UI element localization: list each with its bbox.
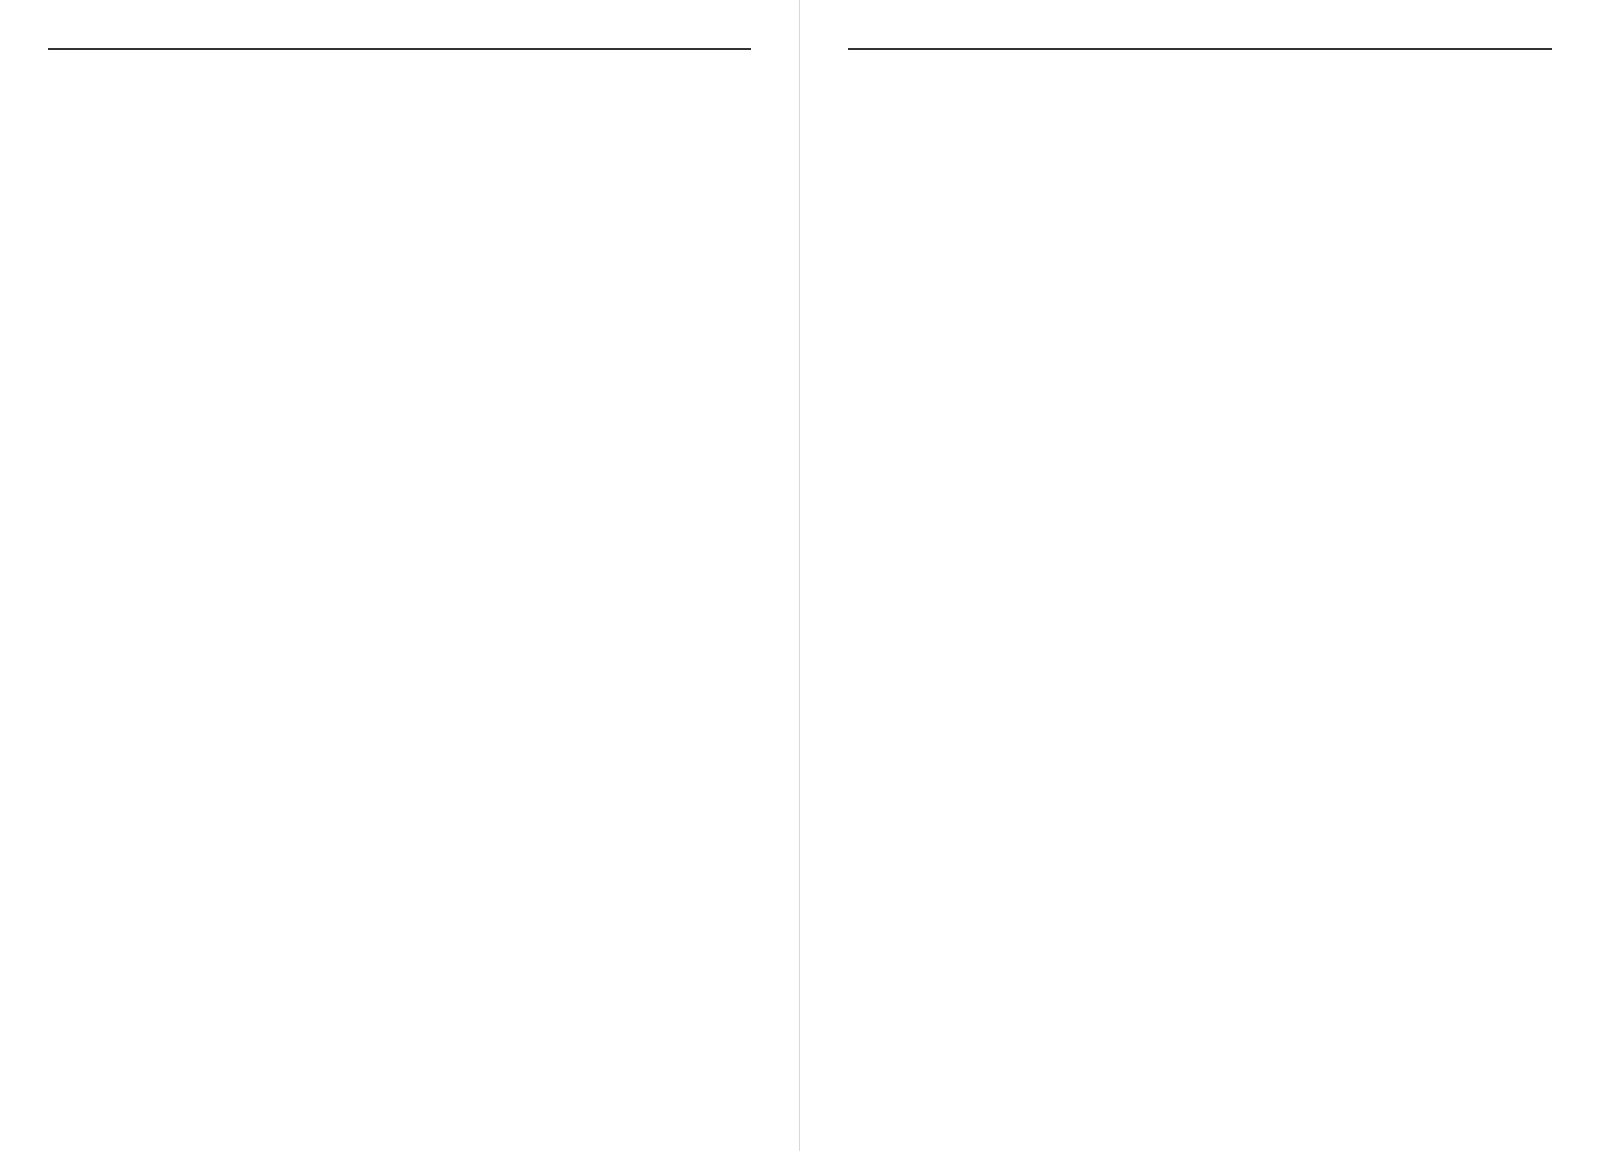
right-page-section-title [848, 40, 1552, 50]
right-page-column [848, 40, 1552, 1061]
right-page [800, 0, 1600, 1151]
left-page-columns [48, 40, 751, 1061]
right-page-columns [848, 40, 1552, 1061]
left-page-column [48, 40, 751, 1061]
left-page-section-title [48, 40, 751, 50]
